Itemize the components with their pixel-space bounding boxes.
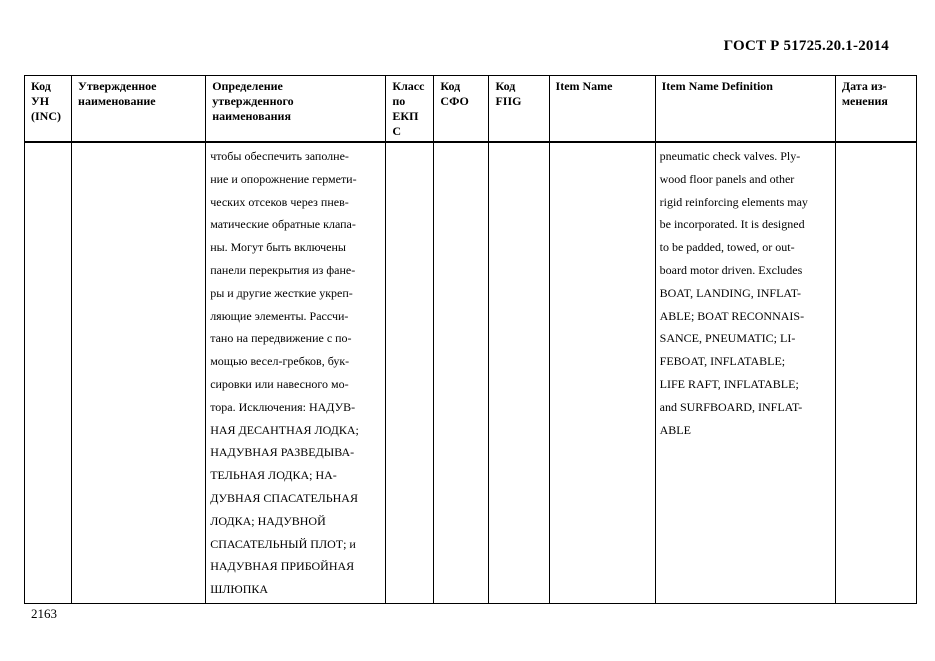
text-line: ры и другие жесткие укреп-	[210, 285, 353, 300]
cell-fiig-code	[489, 142, 549, 604]
text-line: ние и опорожнение гермети-	[210, 171, 357, 186]
cell-class	[386, 142, 434, 604]
col-header-inc	[25, 76, 72, 143]
header-line: Код	[440, 79, 461, 93]
col-header-definition	[206, 76, 386, 143]
text-line: ЛОДКА; НАДУВНОЙ	[210, 513, 326, 528]
text-line: SANCE, PNEUMATIC; LI-	[659, 331, 796, 346]
text-line: to be padded, towed, or out-	[659, 240, 795, 255]
text-line: ны. Могут быть включены	[210, 240, 346, 255]
header-line: Код	[31, 79, 51, 93]
cell-inc	[25, 142, 72, 604]
header-line: Определение	[212, 79, 283, 93]
text-line: ABLE; BOAT RECONNAIS-	[659, 308, 805, 323]
definition-en-text	[656, 143, 835, 441]
text-line: FEBOAT, INFLATABLE;	[659, 354, 786, 369]
text-line: ДУВНАЯ СПАСАТЕЛЬНАЯ	[210, 490, 358, 505]
cell-approved-name	[72, 142, 206, 604]
classification-table	[24, 75, 917, 604]
header-line: утвержденного	[212, 94, 294, 108]
text-line: ТЕЛЬНАЯ ЛОДКА; НА-	[210, 468, 337, 483]
text-line: board motor driven. Excludes	[659, 262, 803, 277]
col-header-class	[386, 76, 434, 143]
col-header-item-name-definition	[655, 76, 835, 143]
table-row	[25, 142, 917, 604]
col-header-approved-name	[72, 76, 206, 143]
header-line: ЕКП	[392, 109, 419, 123]
col-header-change-date	[835, 76, 916, 143]
text-line: rigid reinforcing elements may	[659, 194, 808, 209]
text-line: LIFE RAFT, INFLATABLE;	[659, 376, 799, 391]
header-line: Item Name Definition	[661, 79, 773, 93]
text-line: НАДУВНАЯ РАЗВЕДЫВА-	[210, 445, 355, 460]
text-line: тано на передвижение с по-	[210, 331, 352, 346]
header-line: Код	[495, 79, 516, 93]
table-header-row	[25, 76, 917, 143]
text-line: сировки или навесного мо-	[210, 376, 349, 391]
text-line: матические обратные клапа-	[210, 217, 356, 232]
header-line: СФО	[440, 94, 469, 108]
text-line: pneumatic check valves. Ply-	[659, 149, 801, 163]
cell-definition-en	[655, 142, 835, 604]
text-line: НАДУВНАЯ ПРИБОЙНАЯ	[210, 559, 355, 574]
cell-item-name	[549, 142, 655, 604]
header-line: Класс	[392, 79, 425, 93]
header-line: менения	[841, 94, 888, 108]
text-line: панели перекрытия из фане-	[210, 262, 356, 277]
text-line: wood floor panels and other	[659, 171, 795, 186]
header-line: по	[392, 94, 406, 108]
text-line: and SURFBOARD, INFLAT-	[659, 399, 803, 414]
text-line: ABLE	[659, 422, 691, 437]
text-line: чтобы обеспечить заполне-	[210, 149, 349, 163]
col-header-sfo-code	[434, 76, 489, 143]
header-line: наименования	[212, 109, 291, 123]
text-line: мощью весел-гребков, бук-	[210, 354, 350, 369]
text-line: be incorporated. It is designed	[659, 217, 805, 232]
header-line: Дата из-	[841, 79, 887, 93]
header-line: С	[392, 124, 402, 138]
col-header-item-name	[549, 76, 655, 143]
page-number: 2163	[31, 606, 57, 621]
col-header-fiig-code	[489, 76, 549, 143]
header-line: (INC)	[31, 109, 61, 123]
text-line: НАЯ ДЕСАНТНАЯ ЛОДКА;	[210, 422, 359, 437]
text-line: BOAT, LANDING, INFLAT-	[659, 285, 801, 300]
cell-sfo-code	[434, 142, 489, 604]
definition-ru-text	[206, 143, 385, 601]
header-line: FIIG	[495, 94, 522, 108]
text-line: ляющие элементы. Рассчи-	[210, 308, 349, 323]
cell-definition-ru	[206, 142, 386, 604]
text-line: ческих отсеков через пнев-	[210, 194, 349, 209]
document-header: ГОСТ Р 51725.20.1-2014	[723, 38, 889, 54]
text-line: тора. Исключения: НАДУВ-	[210, 399, 356, 414]
header-line: Утвержденное	[78, 79, 157, 93]
cell-change-date	[835, 142, 916, 604]
header-line: УН	[31, 94, 50, 108]
header-line: Item Name	[555, 79, 613, 93]
text-line: ШЛЮПКА	[210, 582, 269, 597]
text-line: СПАСАТЕЛЬНЫЙ ПЛОТ; и	[210, 536, 356, 551]
header-line: наименование	[78, 94, 156, 108]
